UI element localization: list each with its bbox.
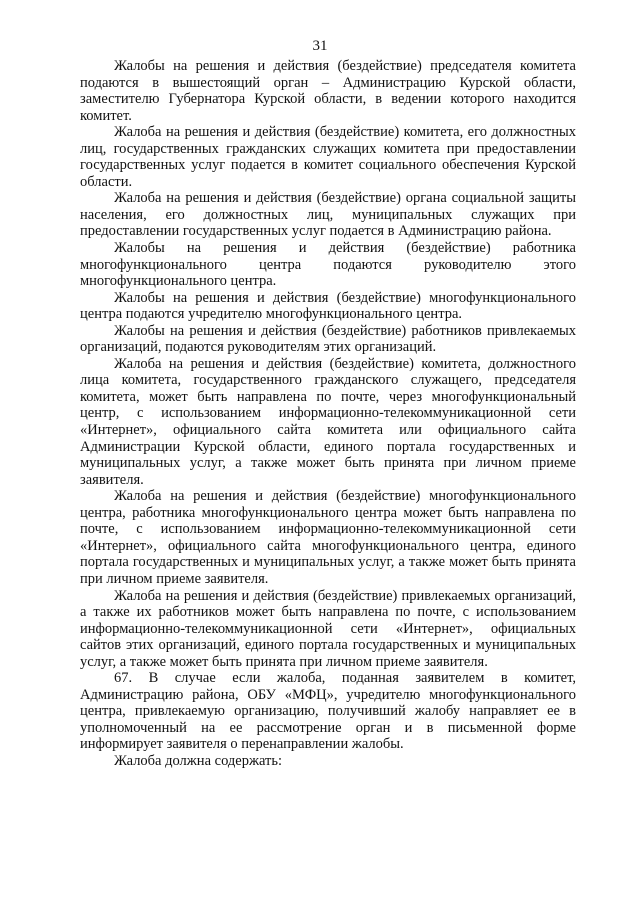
paragraph: Жалоба на решения и действия (бездействие) привлекаемых организаций, а также их работников может быть направлена по почте, с использованием информационно-телекоммуникационной сети «Интернет», официальных сайтов этих организаций, единого портала государственных и муниципальных услуг, а также может быть принята при личном приеме заявителя. <box>80 587 576 670</box>
paragraph: 67. В случае если жалоба, поданная заявителем в комитет, Администрацию района, ОБУ «МФЦ», учредителю многофункционального центра, привлекаемую организацию, получивший жалобу направляет ее в уполномоченный на ее рассмотрение орган и в письменной форме информирует заявителя о перенаправлении жалобы. <box>80 670 576 753</box>
paragraph: Жалобы на решения и действия (бездействие) работника многофункционального центра подаются руководителю этого многофункционального центра. <box>80 240 576 290</box>
page-number: 31 <box>312 38 328 54</box>
paragraph: Жалоба на решения и действия (бездействие) комитета, его должностных лиц, государственных гражданских служащих комитета при предоставлении государственных услуг подается в комитет социального обеспечения Курской области. <box>80 124 576 190</box>
paragraph: Жалобы на решения и действия (бездействие) работников привлекаемых организаций, подаются руководителям этих организаций. <box>80 322 576 356</box>
paragraph: Жалоба на решения и действия (бездействие) комитета, должностного лица комитета, государственного гражданского служащего, председателя комитета, может быть направлена по почте, через многофункциональный центр, с использованием информационно-телекоммуникационной сети «Интернет», официального сайта комитета или официального сайта Администрации Курской области, единого портала государственных и муниципальных услуг, а также может быть принята при личном приеме заявителя. <box>80 355 576 488</box>
paragraph: Жалоба на решения и действия (бездействие) многофункционального центра, работника многофункционального центра может быть направлена по почте, с использованием информационно-телекоммуникационной сети «Интернет», официального сайта многофункционального центра, единого портала государственных и муниципальных услуг, а также может быть принята при личном приеме заявителя. <box>80 488 576 587</box>
paragraph: Жалобы на решения и действия (бездействие) председателя комитета подаются в вышестоящий орган – Администрацию Курской области, заместителю Губернатора Курской области, в ведении которого находится комитет. <box>80 58 576 124</box>
paragraph: Жалоба должна содержать: <box>114 752 283 769</box>
paragraph: Жалобы на решения и действия (бездействие) многофункционального центра подаются учредителю многофункционального центра. <box>80 289 576 323</box>
paragraph: Жалоба на решения и действия (бездействие) органа социальной защиты населения, его должностных лиц, муниципальных служащих при предоставлении государственных услуг подается в Администрацию района. <box>80 190 576 240</box>
document-body <box>80 58 576 770</box>
